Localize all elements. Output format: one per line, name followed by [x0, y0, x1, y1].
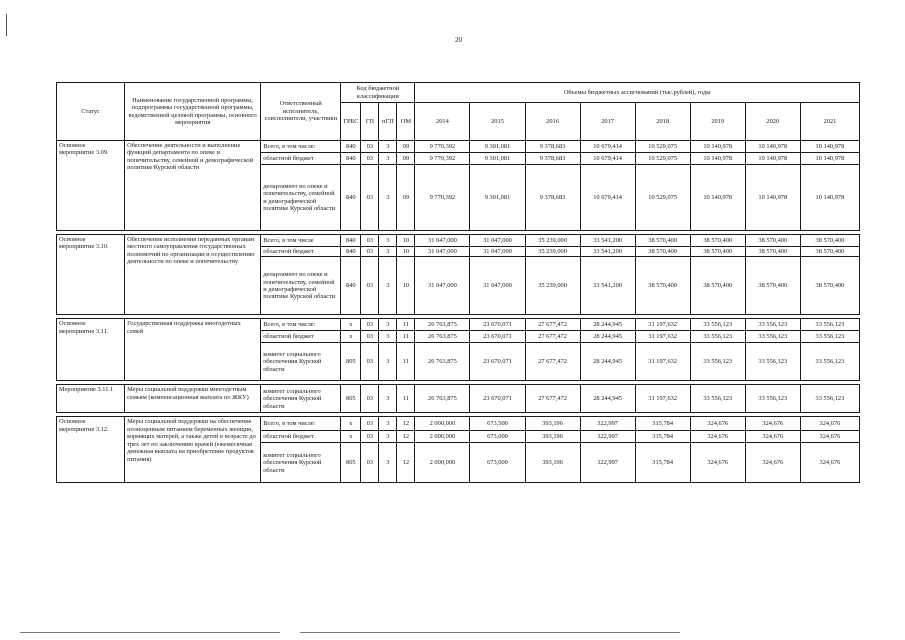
allocation-value-cell: 10 140,978: [800, 165, 859, 231]
header-executor: Ответственный исполнитель, соисполнители, участники: [261, 83, 341, 141]
allocation-value-cell: 28 244,945: [580, 385, 635, 413]
allocation-value-cell: 10 140,978: [745, 153, 800, 165]
header-budget-code: Код бюджетной классификации: [341, 83, 415, 103]
code-gp-cell: 03: [361, 165, 379, 231]
allocation-value-cell: 324,676: [690, 431, 745, 443]
code-gp-cell: 03: [361, 319, 379, 331]
allocation-value-cell: 38 570,400: [800, 235, 859, 247]
allocation-value-cell: 324,676: [745, 417, 800, 431]
header-year: 2020: [745, 103, 800, 141]
allocation-value-cell: 2 000,000: [415, 417, 470, 431]
allocation-value-cell: 23 670,071: [470, 331, 525, 343]
allocation-value-cell: 2 000,000: [415, 443, 470, 483]
code-pgp-cell: 3: [379, 431, 397, 443]
executor-cell: комитет социального обеспечения Курской области: [261, 343, 341, 381]
allocation-value-cell: 31 197,632: [635, 385, 690, 413]
allocation-value-cell: 33 556,123: [745, 385, 800, 413]
code-om-cell: 09: [397, 165, 415, 231]
allocation-value-cell: 10 529,075: [635, 165, 690, 231]
code-gp-cell: 03: [361, 331, 379, 343]
code-grbs-cell: х: [341, 417, 361, 431]
allocation-value-cell: 9 378,683: [525, 141, 580, 153]
code-grbs-cell: 840: [341, 153, 361, 165]
code-gp-cell: 03: [361, 385, 379, 413]
allocation-value-cell: 315,784: [635, 417, 690, 431]
code-om-cell: 11: [397, 385, 415, 413]
header-code-pgp: пГП: [379, 103, 397, 141]
code-pgp-cell: 3: [379, 141, 397, 153]
bottom-divider-left: [20, 632, 280, 633]
code-grbs-cell: 840: [341, 141, 361, 153]
code-pgp-cell: 3: [379, 331, 397, 343]
code-pgp-cell: 3: [379, 235, 397, 247]
allocation-value-cell: 35 239,000: [525, 257, 580, 315]
allocation-value-cell: 10 679,414: [580, 165, 635, 231]
header-year: 2019: [690, 103, 745, 141]
allocation-value-cell: 673,500: [470, 417, 525, 431]
header-year: 2018: [635, 103, 690, 141]
allocation-value-cell: 26 763,875: [415, 343, 470, 381]
allocation-value-cell: 31 047,000: [415, 235, 470, 247]
allocation-value-cell: 38 570,400: [800, 257, 859, 315]
code-grbs-cell: х: [341, 319, 361, 331]
bottom-divider-right: [300, 632, 680, 633]
allocation-value-cell: 393,196: [525, 417, 580, 431]
allocation-value-cell: 10 679,414: [580, 153, 635, 165]
table-row: [57, 385, 860, 413]
allocation-value-cell: 31 197,632: [635, 343, 690, 381]
header-year: 2017: [580, 103, 635, 141]
code-om-cell: 12: [397, 431, 415, 443]
allocation-value-cell: 9 770,392: [415, 165, 470, 231]
measure-status-cell: Основное мероприятие 3.10.: [57, 235, 125, 315]
executor-cell: комитет социального обеспечения Курской области: [261, 443, 341, 483]
allocation-value-cell: 26 763,875: [415, 319, 470, 331]
allocation-value-cell: 27 677,472: [525, 331, 580, 343]
allocation-value-cell: 31 047,000: [470, 257, 525, 315]
code-om-cell: 11: [397, 331, 415, 343]
allocation-value-cell: 9 770,392: [415, 153, 470, 165]
measure-name-cell: Обеспечение деятельности и выполнение функций департамента по опеке и попечительству, семейной и демографической политике Курской области: [125, 141, 261, 231]
executor-cell: областной бюджет: [261, 153, 341, 165]
allocation-value-cell: 10 140,978: [800, 153, 859, 165]
table-row: [57, 417, 860, 431]
allocation-value-cell: 9 301,081: [470, 165, 525, 231]
code-gp-cell: 03: [361, 443, 379, 483]
executor-cell: Всего, в том числе:: [261, 319, 341, 331]
code-om-cell: 10: [397, 257, 415, 315]
code-pgp-cell: 3: [379, 385, 397, 413]
allocation-value-cell: 322,997: [580, 431, 635, 443]
code-pgp-cell: 3: [379, 319, 397, 331]
allocation-value-cell: 23 670,071: [470, 319, 525, 331]
allocation-value-cell: 28 244,945: [580, 343, 635, 381]
allocation-value-cell: 673,000: [470, 443, 525, 483]
allocation-value-cell: 315,784: [635, 443, 690, 483]
allocation-value-cell: 322,997: [580, 443, 635, 483]
allocation-value-cell: 31 047,000: [415, 257, 470, 315]
allocation-value-cell: 38 570,400: [635, 235, 690, 247]
header-code-gp: ГП: [361, 103, 379, 141]
code-grbs-cell: 805: [341, 343, 361, 381]
allocation-value-cell: 38 570,400: [690, 247, 745, 257]
scan-edge-mark: [6, 14, 7, 36]
code-pgp-cell: 3: [379, 417, 397, 431]
measure-status-cell: Основное мероприятие 3.12.: [57, 417, 125, 483]
page-number: 20: [455, 36, 462, 44]
code-om-cell: 10: [397, 235, 415, 247]
code-om-cell: 10: [397, 247, 415, 257]
allocation-value-cell: 23 670,071: [470, 343, 525, 381]
table-body: [57, 141, 860, 483]
allocation-value-cell: 33 541,200: [580, 257, 635, 315]
allocation-value-cell: 10 140,978: [690, 153, 745, 165]
table-row: [57, 319, 860, 331]
code-gp-cell: 03: [361, 153, 379, 165]
allocation-value-cell: 324,676: [800, 443, 859, 483]
measure-status-cell: Мероприятие 3.11.1: [57, 385, 125, 413]
allocation-value-cell: 10 529,075: [635, 153, 690, 165]
measure-name-cell: Государственная поддержка многодетных семей: [125, 319, 261, 381]
code-grbs-cell: 840: [341, 247, 361, 257]
allocation-value-cell: 35 239,000: [525, 247, 580, 257]
code-om-cell: 12: [397, 417, 415, 431]
allocation-value-cell: 31 197,632: [635, 331, 690, 343]
code-grbs-cell: 840: [341, 257, 361, 315]
header-year: 2014: [415, 103, 470, 141]
allocation-value-cell: 393,196: [525, 443, 580, 483]
allocation-value-cell: 38 570,400: [690, 257, 745, 315]
code-pgp-cell: 3: [379, 165, 397, 231]
allocation-value-cell: 28 244,945: [580, 319, 635, 331]
allocation-value-cell: 33 556,123: [690, 385, 745, 413]
allocation-value-cell: 33 541,200: [580, 247, 635, 257]
allocation-value-cell: 33 541,200: [580, 235, 635, 247]
allocation-value-cell: 33 556,123: [745, 331, 800, 343]
code-gp-cell: 03: [361, 247, 379, 257]
allocation-value-cell: 38 570,400: [745, 247, 800, 257]
allocation-value-cell: 38 570,400: [690, 235, 745, 247]
code-gp-cell: 03: [361, 417, 379, 431]
code-gp-cell: 03: [361, 343, 379, 381]
code-grbs-cell: 805: [341, 385, 361, 413]
budget-allocation-table: [56, 82, 860, 483]
allocation-value-cell: 38 570,400: [800, 247, 859, 257]
allocation-value-cell: 27 677,472: [525, 319, 580, 331]
executor-cell: областной бюджет: [261, 247, 341, 257]
allocation-value-cell: 33 556,123: [745, 343, 800, 381]
allocation-value-cell: 26 763,875: [415, 331, 470, 343]
code-gp-cell: 03: [361, 141, 379, 153]
code-grbs-cell: х: [341, 431, 361, 443]
allocation-value-cell: 324,676: [800, 431, 859, 443]
allocation-value-cell: 33 556,123: [690, 331, 745, 343]
executor-cell: Всего, в том числе: [261, 235, 341, 247]
allocation-value-cell: 10 140,978: [745, 141, 800, 153]
code-grbs-cell: 840: [341, 235, 361, 247]
executor-cell: комитет социального обеспечения Курской области: [261, 385, 341, 413]
allocation-value-cell: 33 556,123: [690, 319, 745, 331]
allocation-value-cell: 9 378,683: [525, 153, 580, 165]
allocation-value-cell: 324,676: [745, 443, 800, 483]
allocation-value-cell: 23 670,071: [470, 385, 525, 413]
code-gp-cell: 03: [361, 257, 379, 315]
allocation-value-cell: 38 570,400: [745, 257, 800, 315]
allocation-value-cell: 10 140,978: [800, 141, 859, 153]
header-year: 2015: [470, 103, 525, 141]
allocation-value-cell: 324,676: [690, 417, 745, 431]
allocation-value-cell: 33 556,123: [800, 331, 859, 343]
allocation-value-cell: 27 677,472: [525, 385, 580, 413]
allocation-value-cell: 28 244,945: [580, 331, 635, 343]
executor-cell: Всего, в том числе:: [261, 141, 341, 153]
code-pgp-cell: 3: [379, 343, 397, 381]
measure-name-cell: Меры социальной поддержки на обеспечение полноценным питанием беременных женщин, кормящих матерей, а также детей в возрасте до трех лет по заключению врачей (ежемесячная денежная выплата на приобретение продуктов питания): [125, 417, 261, 483]
allocation-value-cell: 33 556,123: [690, 343, 745, 381]
header-code-om: ОМ: [397, 103, 415, 141]
executor-cell: областной бюджет: [261, 331, 341, 343]
code-gp-cell: 03: [361, 431, 379, 443]
executor-cell: областной бюджет: [261, 431, 341, 443]
allocation-value-cell: 10 679,414: [580, 141, 635, 153]
header-row-1: [57, 83, 860, 103]
allocation-value-cell: 31 047,000: [415, 247, 470, 257]
allocation-value-cell: 31 197,632: [635, 319, 690, 331]
executor-cell: департамент по опеке и попечительству, семейной и демографической политике Курской области: [261, 165, 341, 231]
code-grbs-cell: х: [341, 331, 361, 343]
allocation-value-cell: 315,784: [635, 431, 690, 443]
allocation-value-cell: 38 570,400: [635, 247, 690, 257]
measure-name-cell: Обеспечение исполнения переданных органам местного самоуправления государственных полномочий по организации и осуществлению деятельности по опеке и попечительству: [125, 235, 261, 315]
code-om-cell: 11: [397, 343, 415, 381]
allocation-value-cell: 9 301,081: [470, 141, 525, 153]
allocation-value-cell: 10 529,075: [635, 141, 690, 153]
allocation-value-cell: 38 570,400: [745, 235, 800, 247]
header-status: Статус: [57, 83, 125, 141]
allocation-value-cell: 322,997: [580, 417, 635, 431]
executor-cell: департамент по опеке и попечительству, семейной и демографической политике Курской области: [261, 257, 341, 315]
code-om-cell: 12: [397, 443, 415, 483]
allocation-value-cell: 35 239,000: [525, 235, 580, 247]
measure-name-cell: Меры социальной поддержки многодетным семьям (компенсационная выплата по ЖКУ): [125, 385, 261, 413]
code-pgp-cell: 3: [379, 153, 397, 165]
allocation-value-cell: 38 570,400: [635, 257, 690, 315]
code-pgp-cell: 3: [379, 257, 397, 315]
allocation-value-cell: 673,000: [470, 431, 525, 443]
allocation-value-cell: 324,676: [745, 431, 800, 443]
executor-cell: Всего, в том числе:: [261, 417, 341, 431]
table-row: [57, 235, 860, 247]
header-year: 2021: [800, 103, 859, 141]
allocation-value-cell: 27 677,472: [525, 343, 580, 381]
allocation-value-cell: 393,196: [525, 431, 580, 443]
code-gp-cell: 03: [361, 235, 379, 247]
code-om-cell: 09: [397, 153, 415, 165]
header-year: 2016: [525, 103, 580, 141]
measure-status-cell: Основное мероприятие 3.11.: [57, 319, 125, 381]
allocation-value-cell: 33 556,123: [800, 385, 859, 413]
allocation-value-cell: 324,676: [800, 417, 859, 431]
allocation-value-cell: 10 140,978: [690, 141, 745, 153]
allocation-value-cell: 31 047,000: [470, 247, 525, 257]
allocation-value-cell: 324,676: [690, 443, 745, 483]
allocation-value-cell: 9 301,081: [470, 153, 525, 165]
header-code-grbs: ГРБС: [341, 103, 361, 141]
header-name: Наименование государственной программы, подпрограммы государственной программы, ведомственной целевой программы, основного мероприятия: [125, 83, 261, 141]
code-om-cell: 11: [397, 319, 415, 331]
header-volumes: Объемы бюджетных ассигнований (тыс.рублей), годы: [415, 83, 860, 103]
allocation-value-cell: 33 556,123: [800, 343, 859, 381]
code-pgp-cell: 3: [379, 247, 397, 257]
allocation-value-cell: 2 000,000: [415, 431, 470, 443]
allocation-value-cell: 10 140,978: [745, 165, 800, 231]
allocation-value-cell: 26 763,875: [415, 385, 470, 413]
allocation-value-cell: 9 378,683: [525, 165, 580, 231]
table-row: [57, 141, 860, 153]
allocation-value-cell: 31 047,000: [470, 235, 525, 247]
allocation-value-cell: 33 556,123: [800, 319, 859, 331]
code-om-cell: 09: [397, 141, 415, 153]
code-grbs-cell: 840: [341, 165, 361, 231]
allocation-value-cell: 33 556,123: [745, 319, 800, 331]
code-pgp-cell: 3: [379, 443, 397, 483]
measure-status-cell: Основное мероприятие 3.09.: [57, 141, 125, 231]
code-grbs-cell: 805: [341, 443, 361, 483]
allocation-value-cell: 10 140,978: [690, 165, 745, 231]
allocation-value-cell: 9 770,392: [415, 141, 470, 153]
